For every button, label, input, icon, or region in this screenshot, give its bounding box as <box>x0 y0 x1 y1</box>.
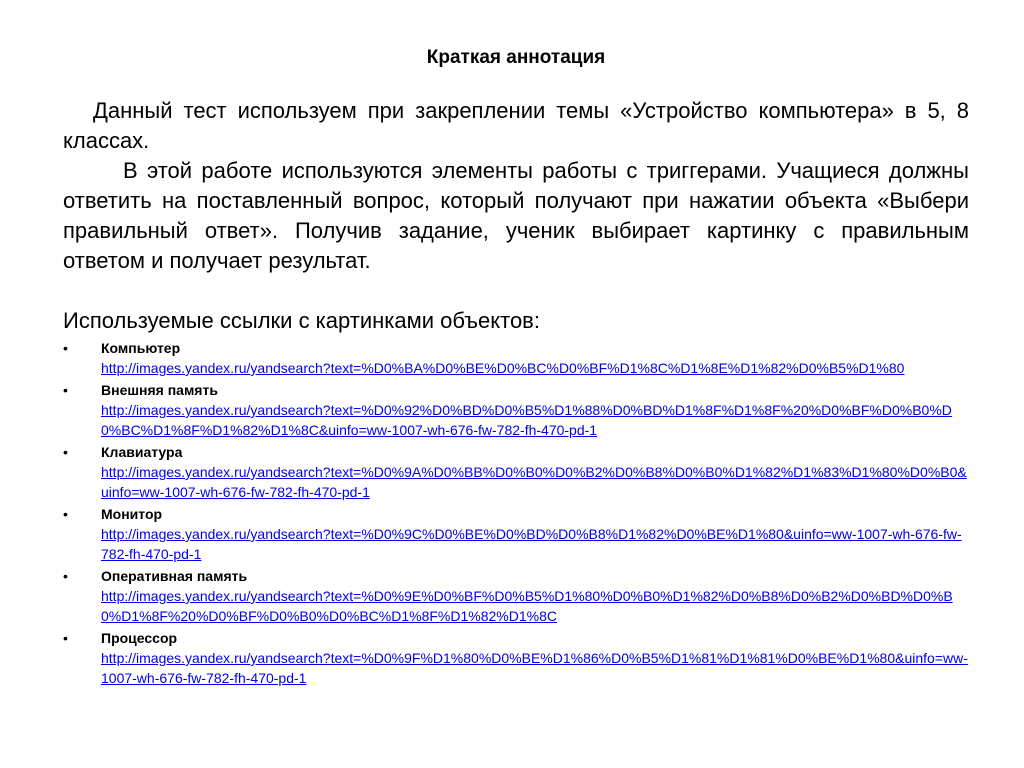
list-item <box>63 380 969 440</box>
link-name: Оперативная память <box>101 568 248 584</box>
list-item <box>63 566 969 626</box>
list-item <box>63 504 969 564</box>
bullet-icon: • <box>63 630 68 646</box>
link-name: Компьютер <box>101 340 181 356</box>
link-url[interactable]: http://images.yandex.ru/yandsearch?text=%D0%9F%D1%80%D0%BE%D1%86%D0%B5%D1%81%D1%81%D0%BE%D1%80&uinfo=ww-1007-wh-676-fw-782-fh-470-pd-1 <box>101 650 968 686</box>
link-name: Клавиатура <box>101 444 183 460</box>
page-title: Краткая аннотация <box>426 47 606 68</box>
list-item <box>63 628 969 688</box>
bullet-icon: • <box>63 568 68 584</box>
bullet-icon: • <box>63 444 68 460</box>
link-name: Монитор <box>101 506 163 522</box>
slide <box>63 44 969 690</box>
links-list <box>63 338 969 688</box>
link-name: Процессор <box>101 630 178 646</box>
link-url[interactable]: http://images.yandex.ru/yandsearch?text=%D0%9C%D0%BE%D0%BD%D0%B8%D1%82%D0%BE%D1%80&uinfo=ww-1007-wh-676-fw-782-fh-470-pd-1 <box>101 526 962 562</box>
list-item <box>63 442 969 502</box>
link-url[interactable]: http://images.yandex.ru/yandsearch?text=%D0%9A%D0%BB%D0%B0%D0%B2%D0%B8%D0%B0%D1%82%D1%83%D1%80%D0%B0&uinfo=ww-1007-wh-676-fw-782-fh-470-pd-1 <box>101 464 967 500</box>
links-section-title: Используемые ссылки с картинками объектов: <box>63 308 540 333</box>
bullet-icon: • <box>63 506 68 522</box>
list-item <box>63 338 969 378</box>
link-name: Внешняя память <box>101 382 218 398</box>
link-url[interactable]: http://images.yandex.ru/yandsearch?text=%D0%9E%D0%BF%D0%B5%D1%80%D0%B0%D1%82%D0%B8%D0%B2%D0%BD%D0%B0%D1%8F%20%D0%BF%D0%B0%D0%BC%D1%8F%D1%82%D1%8C <box>101 588 953 624</box>
annotation-paragraph-2: В этой работе используются элементы работы с триггерами. Учащиеся должны ответить на поставленный вопрос, который получают при нажатии объекта «Выбери правильный ответ». Получив задание, ученик выбирает картинку с правильным ответом и получает результат. <box>63 158 969 273</box>
annotation-paragraph-1: Данный тест используем при закреплении темы «Устройство компьютера» в 5, 8 классах. <box>63 98 969 153</box>
bullet-icon: • <box>63 382 68 398</box>
link-url[interactable]: http://images.yandex.ru/yandsearch?text=%D0%BA%D0%BE%D0%BC%D0%BF%D1%8C%D1%8E%D1%82%D0%B5%D1%80 <box>101 360 905 376</box>
bullet-icon: • <box>63 340 68 356</box>
link-url[interactable]: http://images.yandex.ru/yandsearch?text=%D0%92%D0%BD%D0%B5%D1%88%D0%BD%D1%8F%D1%8F%20%D0%BF%D0%B0%D0%BC%D1%8F%D1%82%D1%8C&uinfo=ww-1007-wh-676-fw-782-fh-470-pd-1 <box>101 402 952 438</box>
